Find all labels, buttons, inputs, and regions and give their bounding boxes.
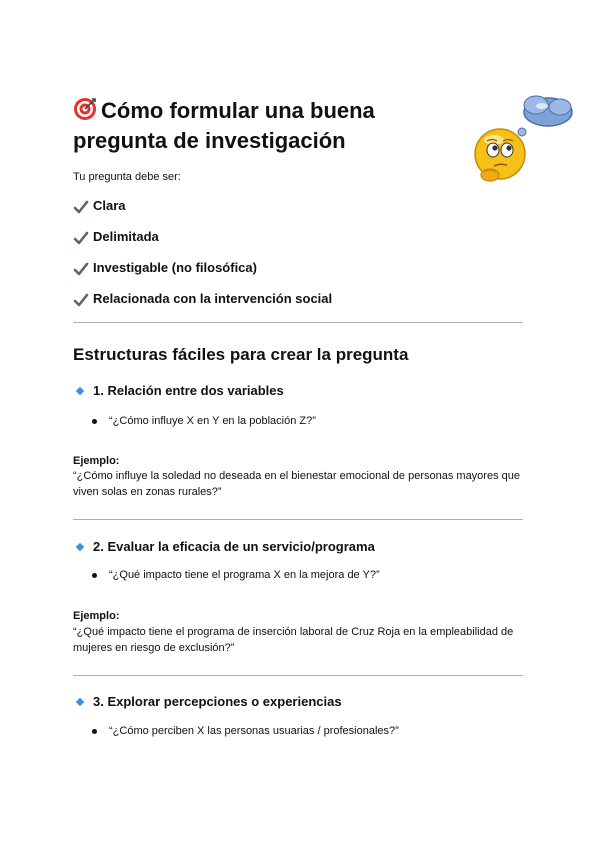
blue-diamond-icon <box>76 542 84 550</box>
bullet-dot-icon <box>92 573 97 578</box>
thinking-face-icon <box>470 92 580 192</box>
divider <box>73 322 523 323</box>
divider <box>73 675 523 676</box>
structure-heading-text: 3. Explorar percepciones o experiencias <box>93 694 342 709</box>
page-title-text: Cómo formular una buena pregunta de investigación <box>73 98 375 153</box>
bullet-dot-icon <box>92 729 97 734</box>
page-title <box>73 96 453 156</box>
intro-text: Tu pregunta debe ser: <box>73 171 181 183</box>
structure-template-text: “¿Cómo perciben X las personas usuarias / profesionales?” <box>109 725 399 737</box>
structure-heading <box>77 383 284 398</box>
target-icon <box>73 97 97 121</box>
example-label: Ejemplo: <box>73 610 120 622</box>
example-text: “¿Cómo influye la soledad no deseada en el bienestar emocional de personas mayores que viven solas en zonas rurales?” <box>73 470 520 498</box>
example-text: “¿Qué impacto tiene el programa de inserción laboral de Cruz Roja en la empleabilidad de mujeres en riesgo de exclusión?” <box>73 626 514 654</box>
structure-template-text: “¿Qué impacto tiene el programa X en la mejora de Y?” <box>109 569 380 581</box>
structure-template <box>92 415 316 427</box>
criteria-item <box>73 291 332 322</box>
structure-template-text: “¿Cómo influye X en Y en la población Z?” <box>109 415 316 427</box>
criteria-label: Clara <box>93 198 126 213</box>
check-mark-icon <box>73 230 89 246</box>
criteria-label: Delimitada <box>93 229 159 244</box>
blue-diamond-icon <box>76 697 84 705</box>
criteria-label: Relacionada con la intervención social <box>93 291 333 306</box>
structure-heading <box>77 694 342 709</box>
structure-template <box>92 569 380 581</box>
criteria-item <box>73 260 332 291</box>
criteria-list <box>73 198 332 322</box>
blue-diamond-icon <box>76 386 84 394</box>
structure-heading <box>77 539 375 554</box>
check-mark-icon <box>73 292 89 308</box>
divider <box>73 519 523 520</box>
criteria-item <box>73 229 332 260</box>
structure-heading-text: 2. Evaluar la eficacia de un servicio/programa <box>93 539 375 554</box>
section-title: Estructuras fáciles para crear la pregunta <box>73 345 409 364</box>
structure-heading-text: 1. Relación entre dos variables <box>93 383 284 398</box>
structure-template <box>92 725 399 737</box>
bullet-dot-icon <box>92 419 97 424</box>
criteria-item <box>73 198 332 229</box>
example-label: Ejemplo: <box>73 455 120 467</box>
criteria-label: Investigable (no filosófica) <box>93 260 257 275</box>
check-mark-icon <box>73 199 89 215</box>
check-mark-icon <box>73 261 89 277</box>
